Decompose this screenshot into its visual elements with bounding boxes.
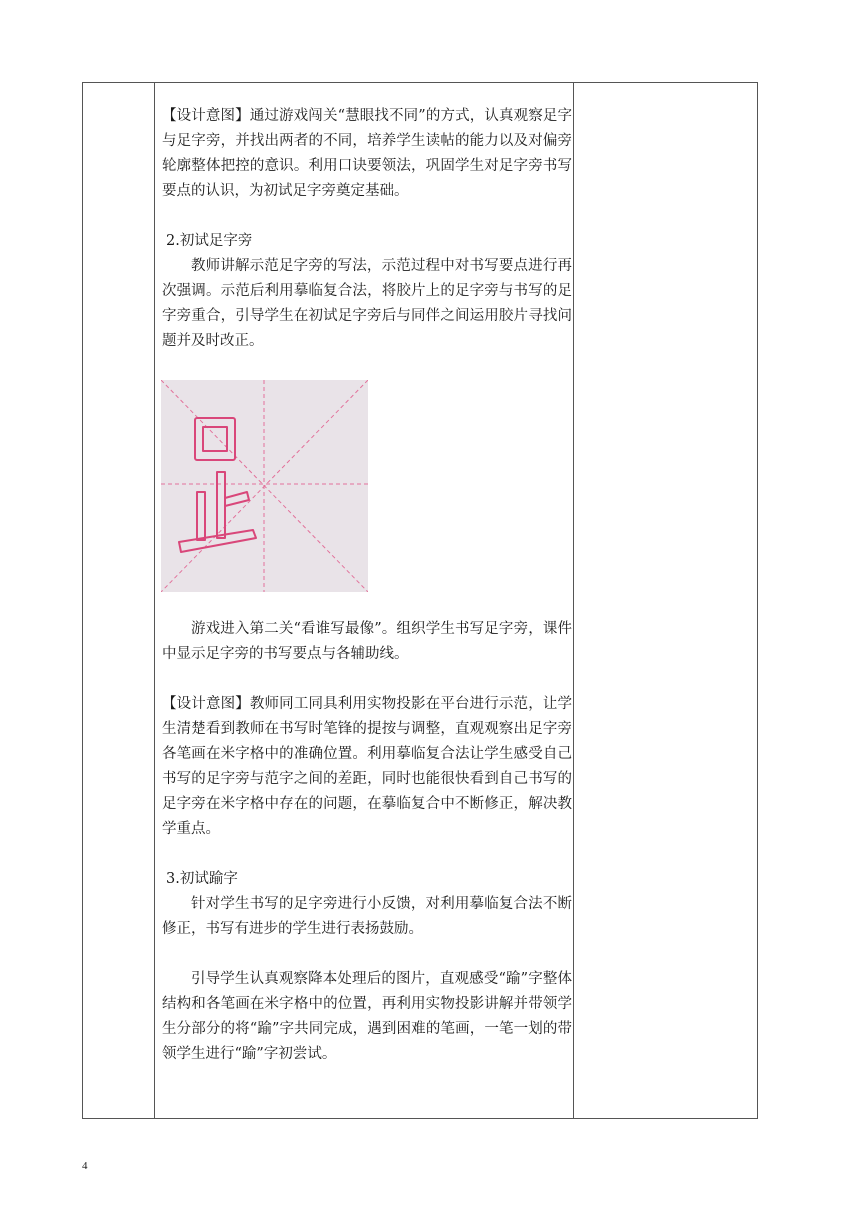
- body-paragraph: 游戏进入第二关“看谁写最像”。组织学生书写足字旁，课件中显示足字旁的书写要点与各辅助线。: [162, 621, 572, 662]
- body-paragraph: 针对学生书写的足字旁进行小反馈，对利用摹临复合法不断修正，书写有进步的学生进行表扬鼓励。: [162, 896, 572, 937]
- tracing-film-photo: [161, 380, 368, 592]
- column-divider: [573, 83, 574, 1118]
- design-intent-paragraph: 【设计意图】教师同工同具利用实物投影在平台进行示范，让学生清楚看到教师在书写时笔锋的提按与调整，直观观察出足字旁各笔画在米字格中的准确位置。利用摹临复合法让学生感受自己书写的足字旁与范字之间的差距，同时也能很快看到自己书写的足字旁在米字格中存在的问题，在摹临复合中不断修正，解决教学重点。: [162, 696, 572, 837]
- section-heading: 2.初试足字旁: [166, 233, 253, 249]
- design-intent-paragraph: 【设计意图】通过游戏闯关“慧眼找不同”的方式，认真观察足字与足字旁，并找出两者的不同，培养学生读帖的能力以及对偏旁轮廓整体把控的意识。利用口诀要领法，巩固学生对足字旁书写要点的认识，为初试足字旁奠定基础。: [162, 108, 572, 199]
- section-heading: 3.初试踰字: [166, 871, 238, 887]
- body-paragraph: 引导学生认真观察降本处理后的图片，直观感受“踰”字整体结构和各笔画在米字格中的位置，再利用实物投影讲解并带领学生分部分的将“踰”字共同完成，遇到困难的笔画，一笔一划的带领学生进行“踰”字初尝试。: [162, 971, 572, 1062]
- lesson-content: [162, 104, 572, 1067]
- page-number: 4: [82, 1160, 88, 1172]
- column-divider: [154, 83, 155, 1118]
- body-paragraph: 教师讲解示范足字旁的写法，示范过程中对书写要点进行再次强调。示范后利用摹临复合法，将胶片上的足字旁与书写的足字旁重合，引导学生在初试足字旁后与同伴之间运用胶片寻找问题并及时改正。: [162, 258, 572, 349]
